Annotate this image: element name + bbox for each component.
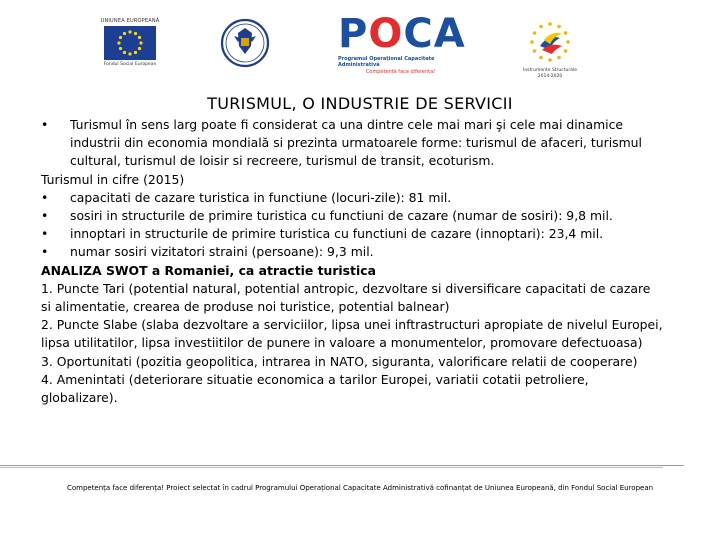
structural-funds-icon [528,20,572,64]
list-item: • numar sosiri vizitatori straini (persoane): 9,3 mil. [41,244,374,260]
list-item: • capacitati de cazare turistica in functiune (locuri-zile): 81 mil. [41,189,452,205]
eu-label-top: UNIUNEA EUROPEANĂ [100,18,160,24]
poca-logo [338,11,466,75]
footer-divider-secondary [0,467,663,468]
swot-heading: ANALIZA SWOT a Romaniei, ca atractie turistica [41,262,376,278]
swot-strengths: 1. Puncte Tari (potential natural, potential antropic, dezvoltare si diversificare capacitati de cazare si alimentatie, crearea de produse noi turistice, potential balnear) [41,280,651,315]
structural-funds-logo [520,20,580,80]
figures-heading: Turismul in cifre (2015) [41,171,185,187]
list-item: • innoptari in structurile de primire turistica cu functiuni de cazare (innoptari): 23,4 mil. [41,226,604,242]
structural-funds-label: Instrumente Structurale 2014-2020 [523,68,577,79]
intro-bullet [41,116,663,171]
poca-slogan: Competență face diferența! [365,69,436,75]
logo-bar [0,10,720,85]
intro-text: Turismul în sens larg poate fi considerat ca una dintre cele mai mari şi cele mai dinamice industrii din economia mondială si prezinta urmatoarele forme: turismul de afaceri, turismul cultural, turismul de loisir si recreere, turismul de transit, ecoturism. [70,117,642,169]
eu-logo [95,18,165,67]
bullet-marker: • [41,117,49,132]
government-crest-icon [220,14,270,76]
government-logo [220,14,270,76]
slide-content [41,116,663,407]
poca-program-name: Programul Operațional Capacitate Administrativă [338,56,435,68]
poca-wordmark: POCA [338,11,466,57]
swot-opportunities: 3. Oportunitati (pozitia geopolitica, intrarea in NATO, siguranta, valorificare relatii de cooperare) [41,353,638,369]
eu-flag-icon [104,26,156,60]
swot-threats: 4. Amenintati (deteriorare situatie economica a tarilor Europei, variatii cotatii petroliere, globalizare). [41,371,589,406]
eu-label-bottom: Fondul Social European [103,62,157,67]
list-item: • sosiri in structurile de primire turistica cu functiuni de cazare (numar de sosiri): 9,8 mil. [41,208,613,224]
footer-text: Competența face diferența! Proiect selectat în cadrul Programului Operațional Capacitate Administrativă cofinanțat de Uniunea Europeană, din Fondul Social European [66,484,654,492]
swot-weaknesses: 2. Puncte Slabe (slaba dezvoltare a serviciilor, lipsa unei inftrastructuri apropiate de nivelul Europei, lipsa utilitatilor, lipsa investiitilor de punere in valoare a monumentelor, promovare defectuoasa) [41,317,663,351]
page-title: TURISMUL, O INDUSTRIE DE SERVICII [207,94,513,113]
footer-divider [0,465,684,466]
